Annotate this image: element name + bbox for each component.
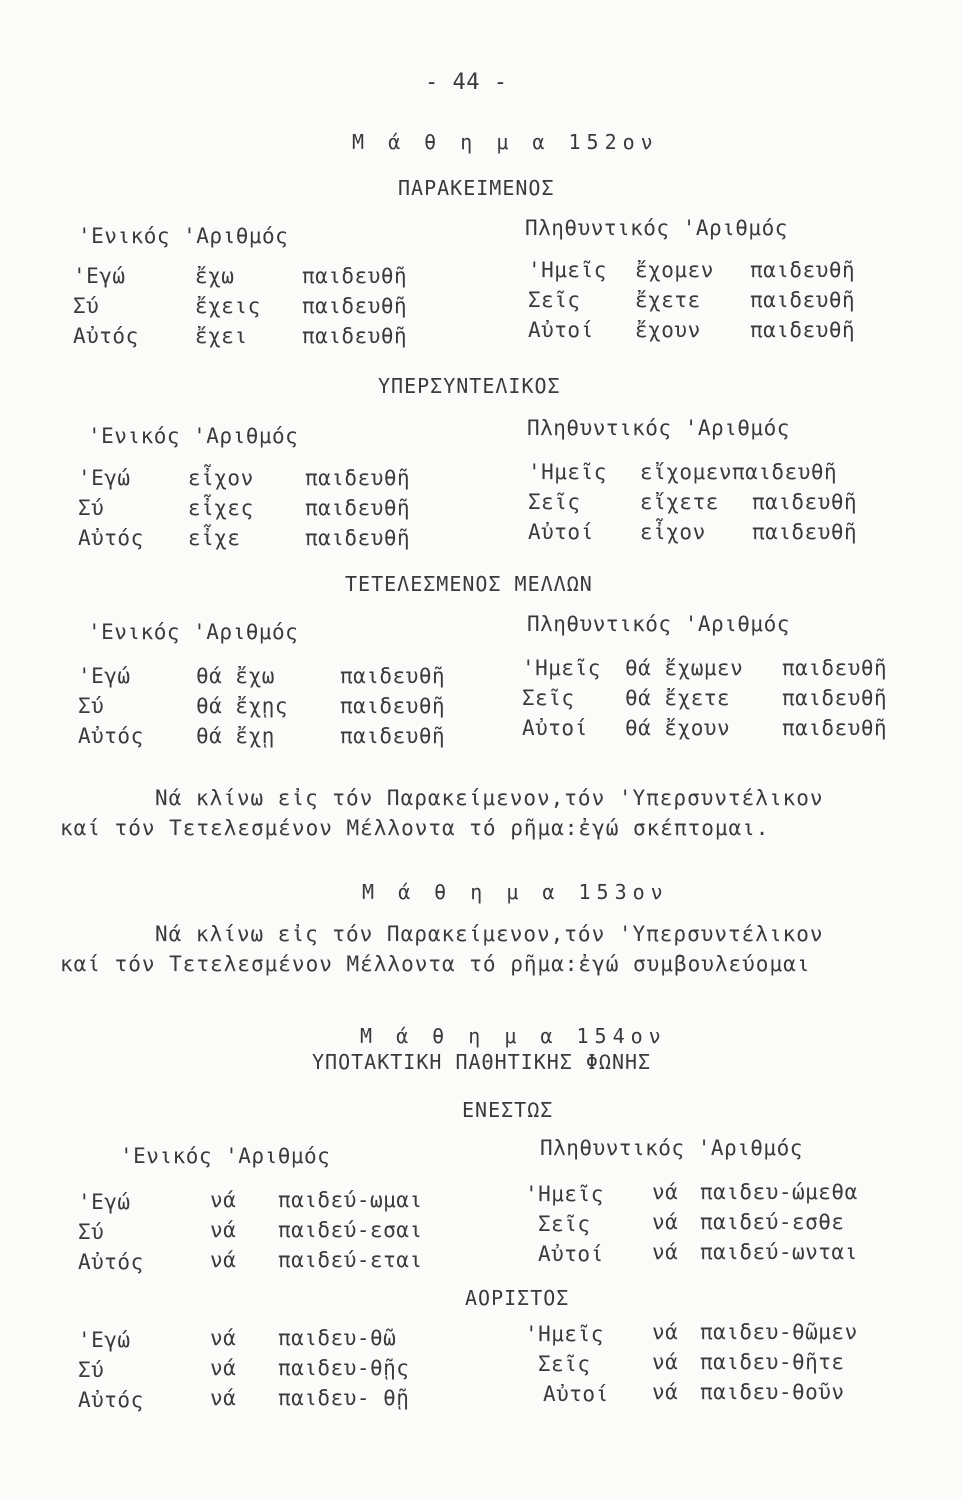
verb-form: παιδευθῆ [340, 724, 446, 748]
pronoun: 'Ημεῖς [528, 460, 607, 484]
verb-form: παιδευ-θῆτε [700, 1350, 845, 1374]
verb-form: παιδευθῆ [752, 520, 858, 544]
auxiliary: ἔχεις [195, 294, 261, 318]
auxiliary: εἶχε [188, 526, 241, 550]
lesson-154-subtitle: ΥΠΟΤΑΚΤΙΚΗ ΠΑΘΗΤΙΚΗΣ ΦΩΝΗΣ [312, 1050, 652, 1074]
pronoun: Σύ [78, 1358, 105, 1382]
pronoun: 'Εγώ [78, 1328, 131, 1352]
pronoun: Σεῖς [522, 686, 575, 710]
pronoun: Σύ [78, 1220, 105, 1244]
auxiliary: θά ἔχῃς [196, 694, 289, 718]
pronoun: Αὐτός [78, 1250, 144, 1274]
auxiliary: εἶχες [188, 496, 254, 520]
pronoun: Σύ [73, 294, 100, 318]
heading-enestos: ΕΝΕΣΤΩΣ [462, 1098, 554, 1122]
singular-header: 'Ενικός 'Αριθμός [78, 224, 289, 248]
pronoun: Σεῖς [528, 288, 581, 312]
auxiliary: θά ἔχω [196, 664, 275, 688]
pronoun: Σεῖς [538, 1212, 591, 1236]
auxiliary: θά ἔχωμεν [625, 656, 744, 680]
auxiliary: νά [210, 1188, 237, 1212]
pronoun: 'Εγώ [78, 1190, 131, 1214]
exercise-line: καί τόν Τετελεσμένον Μέλλοντα τό ρῆμα:ἐγώ σκέπτομαι. [60, 816, 770, 840]
pronoun: Αὐτοί [528, 520, 594, 544]
pronoun: Σεῖς [538, 1352, 591, 1376]
pronoun: Αὐτοί [538, 1242, 604, 1266]
pronoun: Σύ [78, 694, 105, 718]
verb-form: παιδευ-θῶ [278, 1326, 397, 1350]
auxiliary: θά ἔχῃ [196, 724, 275, 748]
auxiliary: θά ἔχετε [625, 686, 731, 710]
verb-form: παιδευθῆ [305, 496, 411, 520]
verb-form: παιδευθῆ [340, 664, 446, 688]
verb-form: παιδευθῆ [782, 716, 888, 740]
verb-form: παιδεύ-εσαι [278, 1218, 423, 1242]
verb-form: παιδεύ-ωνται [700, 1240, 858, 1264]
verb-form: παιδευθῆ [750, 288, 856, 312]
auxiliary: νά [210, 1326, 237, 1350]
verb-form: παιδεύ-εται [278, 1248, 423, 1272]
verb-form: παιδευθῆ [750, 258, 856, 282]
verb-form: παιδεύ-εσθε [700, 1210, 845, 1234]
pronoun: 'Ημεῖς [528, 258, 607, 282]
plural-header: Πληθυντικός 'Αριθμός [527, 416, 790, 440]
plural-header: Πληθυντικός 'Αριθμός [540, 1136, 803, 1160]
verb-form: παιδευθῆ [752, 490, 858, 514]
auxiliary: νά [210, 1248, 237, 1272]
auxiliary: νά [210, 1356, 237, 1380]
verb-form: παιδευ-ώμεθα [700, 1180, 858, 1204]
verb-form: παιδευθῆ [302, 294, 408, 318]
auxiliary: νά [210, 1218, 237, 1242]
exercise-line: καί τόν Τετελεσμένον Μέλλοντα τό ρῆμα:ἐγώ συμβουλεύομαι [60, 952, 811, 976]
verb-form: παιδευθῆ [340, 694, 446, 718]
verb-form: παιδευ- θῇ [278, 1386, 410, 1410]
pronoun: Αὐτός [73, 324, 139, 348]
heading-tetelesmenos: ΤΕΤΕΛΕΣΜΕΝΟΣ ΜΕΛΛΩΝ [345, 572, 593, 596]
auxiliary: ἔχουν [635, 318, 701, 342]
verb-form: παιδευθῆ [302, 324, 408, 348]
lesson-153-title: Μ ά θ η μ α 153ον [362, 880, 669, 904]
pronoun: Αὐτοί [528, 318, 594, 342]
auxiliary: ἔχω [195, 264, 235, 288]
verb-form: παιδευ-θοῦν [700, 1380, 845, 1404]
auxiliary: νά [652, 1240, 679, 1264]
singular-header: 'Ενικός 'Αριθμός [120, 1144, 331, 1168]
pronoun: 'Εγώ [73, 264, 126, 288]
verb-form: παιδεύ-ωμαι [278, 1188, 423, 1212]
auxiliary: εἶχον [188, 466, 254, 490]
verb-form: παιδευ-θῶμεν [700, 1320, 858, 1344]
heading-aoristos: ΑΟΡΙΣΤΟΣ [465, 1286, 570, 1310]
pronoun: 'Εγώ [78, 466, 131, 490]
auxiliary: ἔχετε [635, 288, 701, 312]
auxiliary: νά [652, 1180, 679, 1204]
pronoun: 'Ημεῖς [525, 1182, 604, 1206]
pronoun: Αὐτοί [543, 1382, 609, 1406]
verb-form: παιδευθῆ [782, 656, 888, 680]
singular-header: 'Ενικός 'Αριθμός [88, 620, 299, 644]
plural-header: Πληθυντικός 'Αριθμός [525, 216, 788, 240]
verb-form: παιδευθῆ [302, 264, 408, 288]
plural-header: Πληθυντικός 'Αριθμός [527, 612, 790, 636]
auxiliary: εἶχον [640, 520, 706, 544]
heading-ypersyntelikos: ΥΠΕΡΣΥΝΤΕΛΙΚΟΣ [378, 374, 561, 398]
pronoun: 'Εγώ [78, 664, 131, 688]
verb-form: παιδευθῆ [305, 526, 411, 550]
pronoun: Σεῖς [528, 490, 581, 514]
exercise-line: Νά κλίνω εἰς τόν Παρακείμενον,τόν 'Υπερσυντέλικον [155, 922, 824, 946]
verb-form: παιδευθῆ [782, 686, 888, 710]
exercise-line: Νά κλίνω εἰς τόν Παρακείμενον,τόν 'Υπερσυντέλικον [155, 786, 824, 810]
auxiliary: νά [652, 1380, 679, 1404]
auxiliary: νά [652, 1320, 679, 1344]
auxiliary: ἔχει [195, 324, 248, 348]
page-number: - 44 - [425, 70, 508, 95]
pronoun: Αὐτοί [522, 716, 588, 740]
auxiliary: νά [210, 1386, 237, 1410]
pronoun: 'Ημεῖς [522, 656, 601, 680]
singular-header: 'Ενικός 'Αριθμός [88, 424, 299, 448]
lesson-154-title: Μ ά θ η μ α 154ον [360, 1024, 667, 1048]
verb-form: παιδευ-θῇς [278, 1356, 410, 1380]
pronoun: Σύ [78, 496, 105, 520]
auxiliary: ἔχομεν [635, 258, 714, 282]
auxiliary: νά [652, 1350, 679, 1374]
auxiliary: θά ἔχουν [625, 716, 731, 740]
pronoun: Αὐτός [78, 1388, 144, 1412]
auxiliary: νά [652, 1210, 679, 1234]
heading-parakeimenos: ΠΑΡΑΚΕΙΜΕΝΟΣ [398, 176, 555, 200]
pronoun: Αὐτός [78, 724, 144, 748]
auxiliary: εἴχομενπαιδευθῆ [640, 460, 838, 484]
pronoun: Αὐτός [78, 526, 144, 550]
auxiliary: εἴχετε [640, 490, 719, 514]
lesson-152-title: Μ ά θ η μ α 152ον [352, 130, 659, 154]
verb-form: παιδευθῆ [305, 466, 411, 490]
verb-form: παιδευθῆ [750, 318, 856, 342]
pronoun: 'Ημεῖς [525, 1322, 604, 1346]
